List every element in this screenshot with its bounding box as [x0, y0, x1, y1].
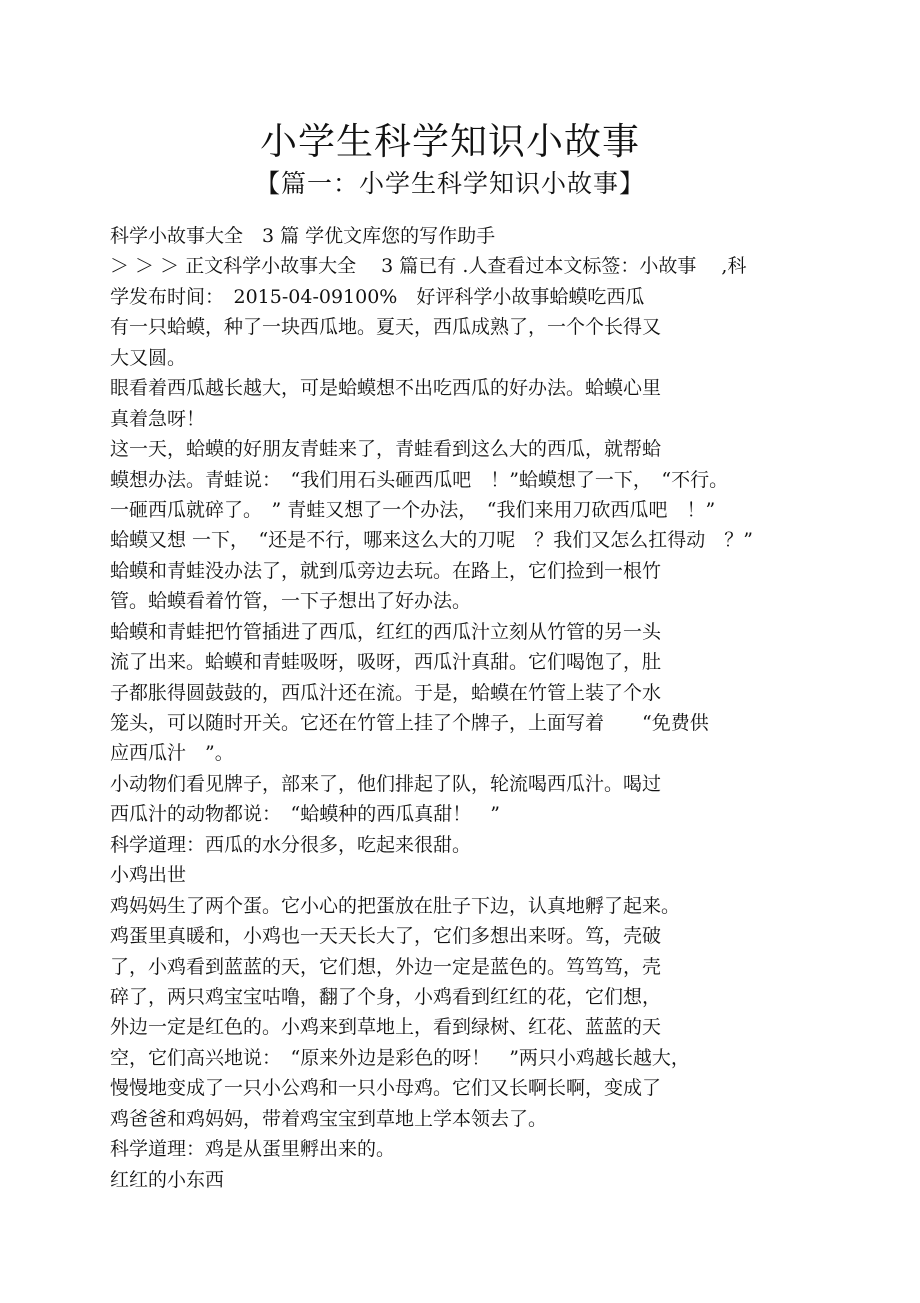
text-line: 科学小故事大全 3 篇 学优文库您的写作助手: [110, 225, 496, 247]
text-line: ＞ ＞ ＞ 正文科学小故事大全 3 篇已有 .人查看过本文标签：小故事 ,科: [110, 255, 747, 278]
document-title: 小学生科学知识小故事: [260, 120, 640, 163]
text-line: 管。蛤蟆看着竹管，一下子想出了好办法。: [110, 590, 472, 613]
text-line: 子都胀得圆鼓鼓的，西瓜汁还在流。于是，蛤蟆在竹管上装了个水: [110, 681, 662, 704]
text-line: 科学道理：鸡是从蛋里孵出来的。: [110, 1138, 396, 1161]
text-line: 这一天，蛤蟆的好朋友青蛙来了，青蛙看到这么大的西瓜，就帮蛤: [110, 438, 662, 461]
text-line: 应西瓜汁 ”。: [110, 742, 234, 765]
text-line: 红红的小东西: [110, 1168, 225, 1191]
text-line: 小鸡出世: [110, 864, 187, 887]
text-line: 蛤蟆和青蛙没办法了，就到瓜旁边去玩。在路上，它们捡到一根竹: [110, 559, 662, 582]
text-line: 有一只蛤蟆，种了一块西瓜地。夏天，西瓜成熟了，一个个长得又: [110, 316, 662, 339]
text-line: 外边一定是红色的。小鸡来到草地上，看到绿树、红花、蓝蓝的天: [110, 1016, 662, 1039]
text-line: 笼头，可以随时开关。它还在竹管上挂了个牌子，上面写着 “免费供: [110, 712, 709, 734]
text-line: 蛤蟆和青蛙把竹管插进了西瓜，红红的西瓜汁立刻从竹管的另一头: [110, 620, 662, 643]
text-line: 鸡爸爸和鸡妈妈，带着鸡宝宝到草地上学本领去了。: [110, 1107, 548, 1130]
text-line: 蟆想办法。青蛙说： “我们用石头砸西瓜吧 ！”蛤蟆想了一下， “不行。: [110, 468, 729, 491]
text-line: 科学道理：西瓜的水分很多，吃起来很甜。: [110, 833, 472, 856]
text-line: 一砸西瓜就碎了。 ” 青蛙又想了一个办法， “我们来用刀砍西瓜吧 ！”: [110, 498, 716, 521]
text-line: 鸡妈妈生了两个蛋。它小心的把蛋放在肚子下边，认真地孵了起来。: [110, 894, 681, 917]
text-line: 流了出来。蛤蟆和青蛙吸呀，吸呀，西瓜汁真甜。它们喝饱了，肚: [110, 651, 662, 674]
text-line: 鸡蛋里真暖和，小鸡也一天天长大了，它们多想出来呀。笃，壳破: [110, 925, 662, 948]
text-line: 蛤蟆又想 一下， “还是不行，哪来这么大的刀呢 ？我们又怎么扛得动 ？”: [110, 529, 753, 552]
text-line: 眼看着西瓜越长越大，可是蛤蟆想不出吃西瓜的好办法。蛤蟆心里: [110, 377, 662, 400]
text-line: 大又圆。: [110, 346, 187, 369]
text-line: 学发布时间： 2015-04-09100% 好评科学小故事蛤蟆吃西瓜: [110, 285, 645, 308]
text-line: 小动物们看见牌子，部来了，他们排起了队，轮流喝西瓜汁。喝过: [110, 772, 662, 795]
text-line: 了，小鸡看到蓝蓝的天，它们想，外边一定是蓝色的。笃笃笃，壳: [110, 955, 662, 978]
text-line: 西瓜汁的动物都说： “蛤蟆种的西瓜真甜！ ”: [110, 803, 500, 826]
text-line: 慢慢地变成了一只小公鸡和一只小母鸡。它们又长啊长啊，变成了: [110, 1077, 662, 1100]
document-body: [110, 221, 830, 1195]
document-subtitle: 【篇一：小学生科学知识小故事】: [254, 169, 645, 198]
text-line: 真着急呀！: [110, 407, 206, 430]
text-line: 空，它们高兴地说： “原来外边是彩色的呀！ ”两只小鸡越长越大，: [110, 1046, 690, 1069]
text-line: 碎了，两只鸡宝宝咕噜，翻了个身，小鸡看到红红的花，它们想，: [110, 985, 662, 1008]
